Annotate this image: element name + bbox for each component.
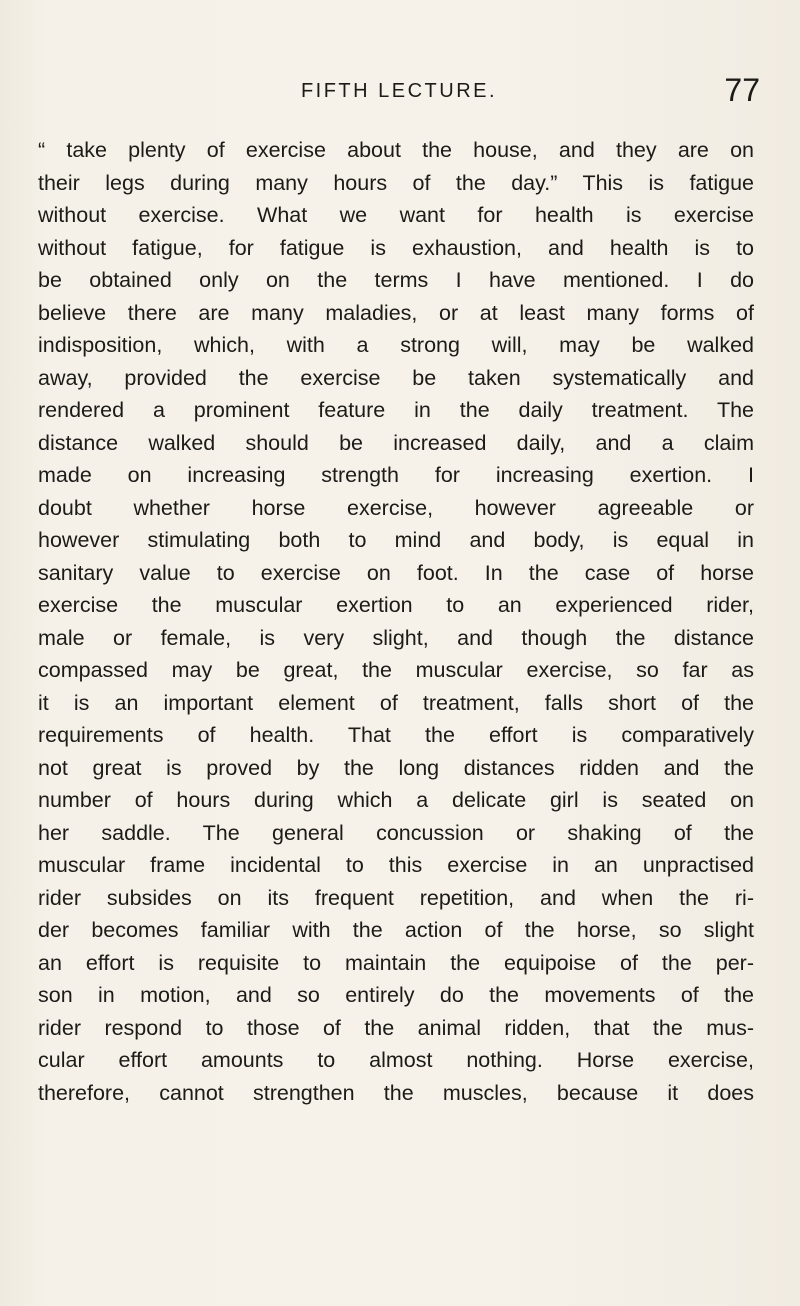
text-line: be obtained only on the terms I have mentioned. I do — [38, 268, 754, 292]
text-line: der becomes familiar with the action of the horse, so slight — [38, 918, 754, 942]
text-line: compassed may be great, the muscular exercise, so far as — [38, 658, 754, 682]
text-line: requirements of health. That the effort is comparatively — [38, 723, 754, 747]
text-line: cular effort amounts to almost nothing. Horse exercise, — [38, 1048, 754, 1072]
text-line: rider respond to those of the animal ridden, that the mus- — [38, 1015, 754, 1040]
text-line: her saddle. The general concussion or shaking of the — [38, 820, 754, 845]
text-line: believe there are many maladies, or at least many forms of — [38, 300, 754, 325]
text-line: it is an important element of treatment, falls short of the — [38, 690, 754, 715]
page-number: 77 — [724, 72, 760, 108]
chapter-heading: FIFTH LECTURE. — [300, 80, 498, 102]
text-line: without exercise. What we want for health is exercise — [38, 203, 754, 227]
running-head — [38, 72, 760, 118]
text-line: indisposition, which, with a strong will, may be walked — [38, 333, 754, 357]
text-line: away, provided the exercise be taken systematically and — [38, 365, 754, 390]
text-line: an effort is requisite to maintain the equipoise of the per- — [38, 950, 754, 975]
text-line: doubt whether horse exercise, however agreeable or — [38, 495, 754, 520]
text-line: exercise the muscular exertion to an experienced rider, — [38, 593, 754, 617]
body-text — [38, 134, 754, 1109]
text-line: “ take plenty of exercise about the house, and they are on — [38, 138, 754, 162]
text-line: sanitary value to exercise on foot. In the case of horse — [38, 560, 754, 585]
text-line: number of hours during which a delicate girl is seated on — [38, 788, 754, 812]
text-line: therefore, cannot strengthen the muscles, because it does — [38, 1080, 754, 1105]
text-line: however stimulating both to mind and body, is equal in — [38, 528, 754, 552]
text-line: rendered a prominent feature in the daily treatment. The — [38, 398, 754, 422]
text-line: rider subsides on its frequent repetition, and when the ri- — [38, 885, 754, 910]
text-line: son in motion, and so entirely do the movements of the — [38, 983, 754, 1007]
text-line: distance walked should be increased daily, and a claim — [38, 430, 754, 455]
text-line: without fatigue, for fatigue is exhaustion, and health is to — [38, 235, 754, 260]
text-line: muscular frame incidental to this exercise in an unpractised — [38, 853, 754, 877]
text-line: male or female, is very slight, and though the distance — [38, 625, 754, 650]
text-line: their legs during many hours of the day.” This is fatigue — [38, 170, 754, 195]
text-line: not great is proved by the long distances ridden and the — [38, 755, 754, 780]
text-line: made on increasing strength for increasing exertion. I — [38, 463, 754, 487]
